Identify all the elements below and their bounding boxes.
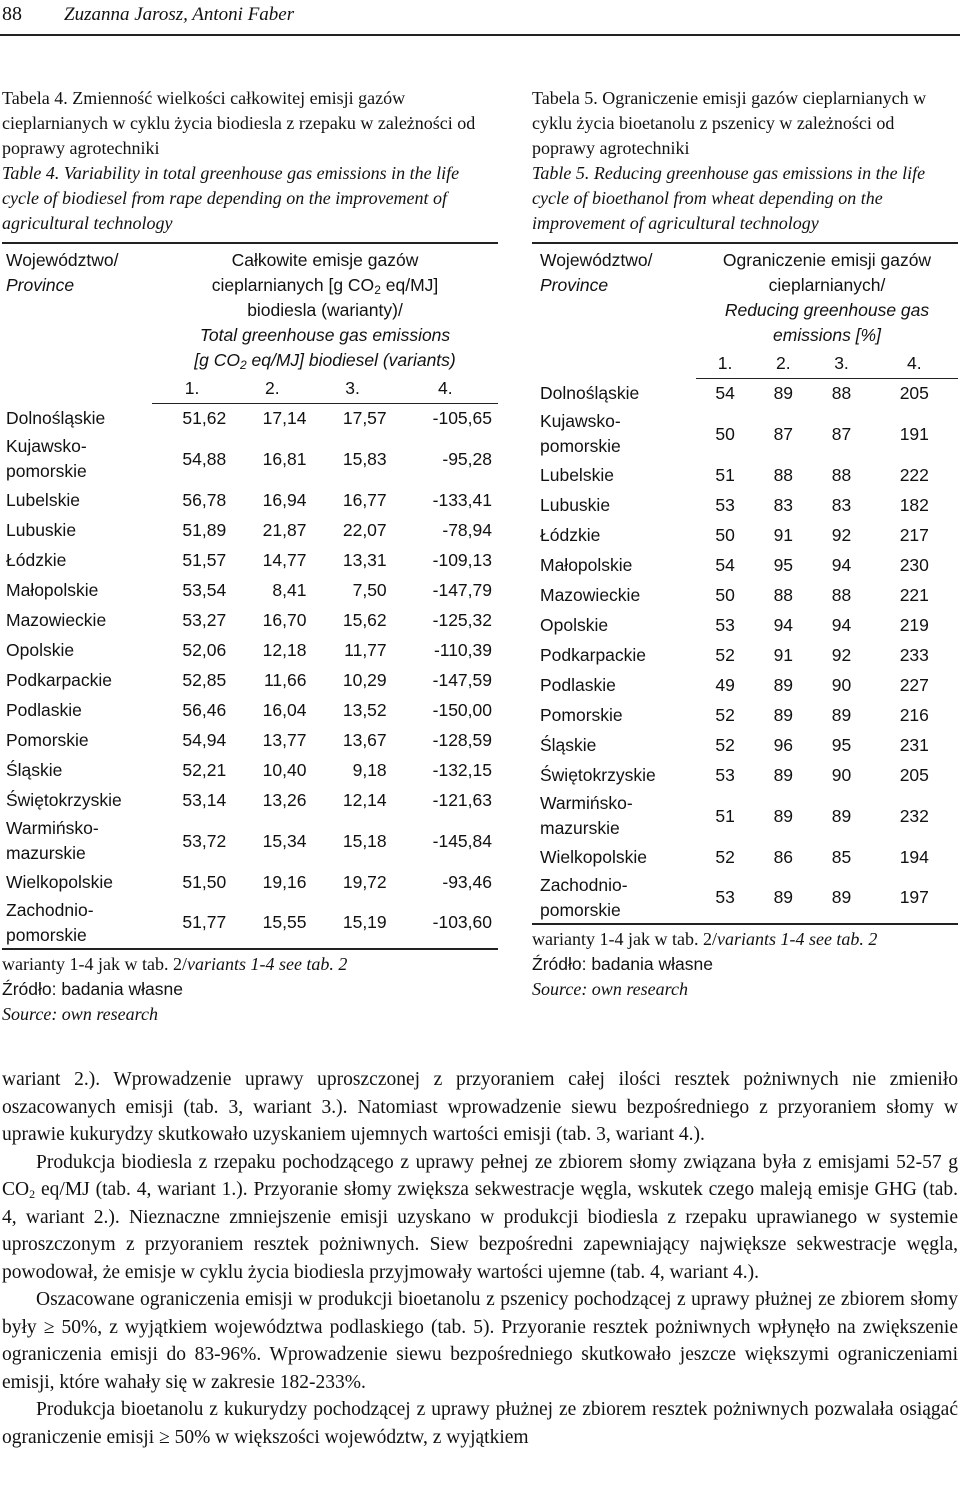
table4-body <box>2 403 498 949</box>
table4-value-cell: -121,63 <box>432 789 492 810</box>
table5-value-cell: 49 <box>715 674 735 695</box>
page-header <box>2 0 960 34</box>
table4-value-cell: -128,59 <box>432 729 492 750</box>
table4-province-cell: Śląskie <box>6 759 63 780</box>
table4-notes <box>2 952 500 1027</box>
table4-value-cell: 16,81 <box>262 448 307 469</box>
table4-province-cell: Podkarpackie <box>6 669 113 690</box>
table4-province-line: pomorskie <box>6 461 87 481</box>
table5-value-cell: 217 <box>899 524 929 545</box>
table5-value-cell: 205 <box>899 382 929 403</box>
table4-value-cell: 51,89 <box>182 519 227 540</box>
table4-header-province-pl: Województwo/ <box>6 250 119 270</box>
table4-row <box>2 665 498 695</box>
table4-value-cell: 52,06 <box>182 639 227 660</box>
table5-province-cell: Lubelskie <box>540 464 614 485</box>
table4-header-line: Całkowite emisje gazów <box>231 250 419 270</box>
table4-row <box>2 815 498 867</box>
table4-province-cell: Łódzkie <box>6 549 67 570</box>
table5-row <box>532 670 958 700</box>
table5-value-cell: 89 <box>773 805 794 826</box>
table4-value-cell: -110,39 <box>433 639 492 660</box>
table4-caption <box>2 86 500 236</box>
table4-row <box>2 725 498 755</box>
table5-row <box>532 550 958 580</box>
table5-value-cell: 91 <box>773 644 794 665</box>
table5-province-cell: Dolnośląskie <box>540 382 640 403</box>
table5-row <box>532 700 958 730</box>
table5-value-cell: 95 <box>773 554 794 575</box>
table4-header-sub: 2 <box>374 283 381 297</box>
table4-province-cell <box>2 815 152 867</box>
table4-value-cell: 19,72 <box>342 871 387 892</box>
table5-value-cell: 227 <box>899 674 929 695</box>
table4-province-cell <box>2 897 152 949</box>
table4-value-cell: 54,94 <box>182 729 227 750</box>
table5-variants-note <box>532 927 958 952</box>
table4-province-cell: Podlaskie <box>6 699 82 720</box>
table5-value-cell: 96 <box>773 734 794 755</box>
running-head-authors: Zuzanna Jarosz, Antoni Faber <box>64 4 295 25</box>
table4-row <box>2 545 498 575</box>
table4-row <box>2 695 498 725</box>
table5-value-cell: 88 <box>773 584 794 605</box>
table4-value-cell: 15,18 <box>342 830 387 851</box>
table4-value-cell: 56,46 <box>182 699 227 720</box>
table5-value-cell: 232 <box>899 805 929 826</box>
paragraph-2-text: eq/MJ (tab. 4, wariant 1.). Przyoranie słomy zwiększa sekwestracje węgla, wskutek czego maleją emisje GHG (tab. 4, wariant 2.). Nieznaczne zmniejszenie emisji uzyskano w produkcji biodiesla z rzepaku uprawianego w systemie uproszczonym z przyoraniem resztek pożniwnych. Siew bezpośredni zapewniający największe sekwestracje węgla, powodował, że emisje w cyklu życia biodiesla przyjmowały wartości ujemne (tab. 4, wariant 4.). <box>2 1179 958 1283</box>
table5-value-cell: 87 <box>773 423 794 444</box>
table4-value-cell: 16,70 <box>262 609 307 630</box>
table4-row <box>2 515 498 545</box>
table5-row <box>532 790 958 842</box>
table5-row <box>532 408 958 460</box>
table5-header-line: cieplarnianych/ <box>768 275 886 295</box>
table4-row <box>2 605 498 635</box>
table5-note-pl: warianty 1-4 jak w tab. 2/ <box>532 929 717 949</box>
table4-province-cell: Dolnośląskie <box>6 407 106 428</box>
table5-value-cell: 89 <box>773 674 794 695</box>
table4-value-cell: 15,55 <box>262 912 307 932</box>
table4 <box>2 242 498 950</box>
table4-value-cell: 53,54 <box>182 579 227 600</box>
table4-value-cell: 10,29 <box>342 669 387 690</box>
table4-header-line: biodiesla (warianty)/ <box>247 300 403 320</box>
paragraph-3: Oszacowane ograniczenia emisji w produkcji bioetanolu z pszenicy pochodzącej z uprawy płużnej ze zbiorem słomy były ≥ 50%, z wyjątkiem województwa podlaskiego (tab. 5). Przyoranie resztek pożniwnych wpłynęło na zwiększenie ograniczenia emisji do 83-96%. Wprowadzenie siewu bezpośredniego skutkowało jeszcze większymi ograniczeniami emisji, które wahały się w zakresie 182-233%. <box>2 1289 958 1393</box>
table5-value-cell: 87 <box>831 423 852 444</box>
table4-value-cell: 12,14 <box>342 789 387 810</box>
table5-value-cell: 88 <box>831 382 852 403</box>
page-number: 88 <box>2 3 22 25</box>
table5-province-cell: Wielkopolskie <box>540 846 647 867</box>
table5-value-cell: 50 <box>715 423 735 444</box>
table5-caption <box>532 86 958 236</box>
table5-province-line: pomorskie <box>540 436 621 456</box>
table4-value-cell: 10,40 <box>262 759 307 780</box>
table5-province-line: Zachodnio- <box>540 874 628 895</box>
table4-caption-en: Table 4. Variability in total greenhouse gas emissions in the life cycle of biodiesel from rape depending on the improvement of agricultural technology <box>2 163 460 233</box>
table5-province-cell: Małopolskie <box>540 554 633 575</box>
table5-value-cell: 94 <box>773 614 794 635</box>
table5-province-cell: Mazowieckie <box>540 584 641 605</box>
table5-value-cell: 89 <box>831 887 852 907</box>
table4-note-en: variants 1-4 see tab. 2 <box>186 954 348 974</box>
table4-value-cell: 12,18 <box>262 639 307 660</box>
table5-value-cell: 50 <box>715 584 735 605</box>
table4-row <box>2 867 498 897</box>
table5-value-cell: 94 <box>831 554 852 575</box>
table4-province-cell: Wielkopolskie <box>6 871 113 892</box>
table5-source-pl: Źródło: badania własne <box>532 954 713 974</box>
table4-value-cell: 7,50 <box>352 579 387 600</box>
table5-value-cell: 53 <box>715 614 735 635</box>
table4-province-cell: Pomorskie <box>6 729 89 750</box>
table5-value-cell: 54 <box>715 382 735 403</box>
table5-row <box>532 640 958 670</box>
table4-province-line: Warmińsko- <box>6 818 99 838</box>
table4-value-cell: 17,14 <box>262 407 307 428</box>
table5-row <box>532 872 958 924</box>
table4-value-cell: 11,77 <box>344 639 387 660</box>
table4-value-cell: 16,04 <box>262 699 307 720</box>
table4-value-cell: 56,78 <box>182 489 227 510</box>
table4-header-text: [g CO <box>194 350 240 370</box>
table4-header-line <box>152 348 498 373</box>
table5-row <box>532 520 958 550</box>
table4-value-cell: 13,26 <box>262 789 307 810</box>
table5-value-cell: 52 <box>715 846 735 867</box>
table5-header-line: emissions [%] <box>773 325 881 345</box>
table4-value-cell: -109,13 <box>432 549 492 570</box>
table4-row <box>2 575 498 605</box>
table5-value-cell: 230 <box>899 554 929 575</box>
table5-province-cell: Podkarpackie <box>540 644 647 665</box>
table5-value-cell: 216 <box>899 704 929 725</box>
table5-value-cell: 92 <box>831 644 852 665</box>
table4-variant-header: 3. <box>312 375 392 403</box>
table4-note-pl: warianty 1-4 jak w tab. 2/ <box>2 954 187 974</box>
table5-value-cell: 89 <box>773 382 794 403</box>
table4-value-cell: 22,07 <box>342 519 387 540</box>
table5-value-cell: 83 <box>773 494 794 515</box>
paragraph-1: wariant 2.). Wprowadzenie uprawy uproszczonej z przyoraniem całej ilości resztek pożniwnych nie zmieniło oszacowanych emisji (tab. 3, wariant 3.). Natomiast wprowadzenie siewu bezpośredniego z przyoraniem słomy w uprawie kukurydzy skutkowało uzyskaniem ujemnych wartości emisji (tab. 3, wariant 4.). <box>2 1069 958 1145</box>
table5-value-cell: 221 <box>899 584 929 605</box>
table5-province-cell: Śląskie <box>540 734 597 755</box>
table4-value-cell: 9,18 <box>352 759 387 780</box>
table4-value-cell: -105,65 <box>432 407 492 428</box>
table4-value-cell: -133,41 <box>432 489 492 510</box>
table4-row <box>2 485 498 515</box>
table5-value-cell: 90 <box>831 764 852 785</box>
table4-value-cell: -93,46 <box>442 871 492 892</box>
table5-value-cell: 88 <box>831 464 852 485</box>
table4-value-cell: 13,77 <box>262 729 307 750</box>
table5-value-cell: 91 <box>773 524 794 545</box>
table5-value-cell: 95 <box>831 734 852 755</box>
table5-value-cell: 89 <box>831 704 852 725</box>
table5-province-cell: Łódzkie <box>540 524 601 545</box>
table4-value-cell: 15,83 <box>342 448 387 469</box>
table4-value-cell: 21,87 <box>262 519 307 540</box>
table4-variant-header: 1. <box>152 375 232 403</box>
table4-value-cell: 13,52 <box>342 699 387 720</box>
table5-row <box>532 760 958 790</box>
table4-header-line <box>152 273 498 298</box>
table4-value-cell: 16,77 <box>342 489 387 510</box>
table4-variant-header: 4. <box>393 375 498 403</box>
table4-province-line: mazurskie <box>6 843 86 863</box>
table4-value-cell: 53,14 <box>182 789 227 810</box>
table4-province-line: Zachodnio- <box>6 899 94 920</box>
table5-value-cell: 89 <box>773 764 794 785</box>
table4-value-cell: 15,62 <box>342 609 387 630</box>
table5-value-cell: 88 <box>773 464 794 485</box>
table4-caption-pl: Tabela 4. Zmienność wielkości całkowitej emisji gazów cieplarnianych w cyklu życia biodiesla z rzepaku w zależności od poprawy agrotechniki <box>2 88 476 158</box>
table4-value-cell: 51,77 <box>182 912 227 932</box>
table4-province-cell <box>2 433 152 485</box>
table4-province-cell: Świętokrzyskie <box>6 789 122 810</box>
table4-value-cell: 53,72 <box>182 830 227 851</box>
table4-value-cell: -145,84 <box>432 830 492 851</box>
table4-value-cell: 16,94 <box>262 489 307 510</box>
table5-value-cell: 233 <box>899 644 929 665</box>
table5-province-cell: Opolskie <box>540 614 609 635</box>
table5-province-line: Kujawsko- <box>540 411 621 431</box>
table4-header-text: cieplarnianych [g CO <box>211 275 375 295</box>
table5-block <box>532 86 958 1002</box>
table4-row <box>2 755 498 785</box>
table5-variant-header: 2. <box>754 350 812 378</box>
table4-value-cell: 15,34 <box>262 830 307 851</box>
table4-value-cell: 14,77 <box>262 549 307 570</box>
paragraph-2-sub: 2 <box>29 1187 36 1201</box>
table4-source-pl: Źródło: badania własne <box>2 979 183 999</box>
table4-value-cell: 19,16 <box>262 871 307 892</box>
table4-block <box>2 86 500 1027</box>
table4-value-cell: -78,94 <box>442 519 492 540</box>
table5-province-cell <box>532 408 696 460</box>
table4-province-cell: Opolskie <box>6 639 75 660</box>
table4-variants-note <box>2 952 500 977</box>
table4-value-cell: -132,15 <box>432 759 492 780</box>
table5-province-cell: Pomorskie <box>540 704 623 725</box>
table4-value-cell: 8,41 <box>272 579 307 600</box>
table5-province-line: Warmińsko- <box>540 793 633 813</box>
table4-value-cell: 51,62 <box>182 407 227 428</box>
table5-value-cell: 194 <box>899 846 929 867</box>
table5-row <box>532 610 958 640</box>
table5-province-line: pomorskie <box>540 899 621 920</box>
table5-header-line: Ograniczenie emisji gazów <box>722 250 932 270</box>
table5-value-cell: 89 <box>831 805 852 826</box>
table4-province-cell: Mazowieckie <box>6 609 107 630</box>
table5-value-cell: 54 <box>715 554 735 575</box>
table4-value-cell: 51,50 <box>182 871 227 892</box>
table4-province-line: Kujawsko- <box>6 436 87 456</box>
body-text <box>2 1066 958 1451</box>
table4-value-cell: -125,32 <box>432 609 492 630</box>
table4-row <box>2 897 498 949</box>
table4-value-cell: -147,79 <box>432 579 492 600</box>
table5-header-province-en: Province <box>540 275 609 295</box>
table5-value-cell: 182 <box>899 494 929 515</box>
table5-value-cell: 222 <box>899 464 929 485</box>
table5-value-cell: 52 <box>715 704 735 725</box>
table5-caption-en: Table 5. Reducing greenhouse gas emissions in the life cycle of bioethanol from wheat depending on the improvement of agricultural technology <box>532 163 926 233</box>
table5-row <box>532 378 958 408</box>
table5-value-cell: 53 <box>715 764 735 785</box>
table5-value-cell: 205 <box>899 764 929 785</box>
table4-value-cell: 17,57 <box>342 407 387 428</box>
table5-province-cell <box>532 872 696 924</box>
table5-variant-header: 3. <box>812 350 870 378</box>
table5-province-cell: Świętokrzyskie <box>540 764 656 785</box>
table5-value-cell: 52 <box>715 734 735 755</box>
table5-value-cell: 90 <box>831 674 852 695</box>
table4-header-text: eq/MJ] <box>380 275 439 295</box>
table5-notes <box>532 927 958 1002</box>
table5-row <box>532 580 958 610</box>
table4-value-cell: -103,60 <box>432 912 492 932</box>
table4-header-province-en: Province <box>6 275 75 295</box>
table5-value-cell: 51 <box>715 464 735 485</box>
table4-value-cell: 15,19 <box>342 912 387 932</box>
table5-value-cell: 89 <box>773 704 794 725</box>
table4-value-cell: 53,27 <box>182 609 227 630</box>
table5-value-cell: 197 <box>899 887 929 907</box>
table5-value-cell: 83 <box>831 494 852 515</box>
table4-value-cell: 51,57 <box>182 549 227 570</box>
table4-row <box>2 403 498 433</box>
paragraph-4: Produkcja bioetanolu z kukurydzy pochodzącej z uprawy płużnej ze zbiorem resztek pożniwnych pozwalała osiągać ograniczenie emisji ≥ 50% w większości województw, z wyjątkiem <box>2 1399 958 1448</box>
table5-value-cell: 219 <box>899 614 929 635</box>
table5-value-cell: 231 <box>899 734 929 755</box>
table5-header-province <box>532 243 696 378</box>
header-rule <box>0 34 960 36</box>
table4-value-cell: 54,88 <box>182 448 227 469</box>
table4-row <box>2 433 498 485</box>
table5-note-en: variants 1-4 see tab. 2 <box>716 929 878 949</box>
table5-province-cell: Podlaskie <box>540 674 616 695</box>
table5-value-cell: 191 <box>899 423 929 444</box>
table5-source-en: Source: own research <box>532 979 688 999</box>
table5-value-cell: 53 <box>715 887 735 907</box>
table5-header-main <box>696 243 958 350</box>
table5-header-line: Reducing greenhouse gas <box>724 300 930 320</box>
table4-province-cell: Lubelskie <box>6 489 80 510</box>
table5-value-cell: 50 <box>715 524 735 545</box>
table5-row <box>532 490 958 520</box>
table5-value-cell: 94 <box>831 614 852 635</box>
table5-value-cell: 89 <box>773 887 794 907</box>
table4-value-cell: -150,00 <box>432 699 492 720</box>
table5 <box>532 242 958 925</box>
table4-value-cell: 52,21 <box>182 759 227 780</box>
table5-province-cell: Lubuskie <box>540 494 611 515</box>
table4-value-cell: -147,59 <box>432 669 492 690</box>
table4-row <box>2 635 498 665</box>
paragraph-2-text: Produkcja biodiesla z rzepaku pochodzącego z uprawy pełnej ze zbiorem słomy związana była z emisjami 52-57 g CO <box>2 1151 958 1200</box>
table4-variant-header: 2. <box>232 375 312 403</box>
table5-value-cell: 51 <box>715 805 735 826</box>
table5-value-cell: 52 <box>715 644 735 665</box>
table4-header-province <box>2 243 152 403</box>
table5-row <box>532 460 958 490</box>
table5-value-cell: 85 <box>831 846 852 867</box>
table5-row <box>532 730 958 760</box>
table4-header-main <box>152 243 498 375</box>
table5-variant-header: 4. <box>871 350 958 378</box>
table5-value-cell: 92 <box>831 524 852 545</box>
table4-province-cell: Lubuskie <box>6 519 77 540</box>
table4-source-en: Source: own research <box>2 1004 158 1024</box>
table5-body <box>532 378 958 924</box>
table4-value-cell: 13,31 <box>342 549 387 570</box>
table5-province-line: mazurskie <box>540 818 620 838</box>
table5-province-cell <box>532 790 696 842</box>
table4-province-cell: Małopolskie <box>6 579 99 600</box>
table5-header-province-pl: Województwo/ <box>540 250 653 270</box>
table4-value-cell: 11,66 <box>263 669 307 690</box>
table5-value-cell: 86 <box>773 846 794 867</box>
table4-row <box>2 785 498 815</box>
table4-value-cell: 52,85 <box>182 669 227 690</box>
paragraph-2 <box>2 1149 958 1287</box>
table5-row <box>532 842 958 872</box>
table4-province-line: pomorskie <box>6 924 87 945</box>
table5-caption-pl: Tabela 5. Ograniczenie emisji gazów cieplarnianych w cyklu życia bioetanolu z pszenicy w zależności od poprawy agrotechniki <box>532 88 927 158</box>
table4-header-sub: 2 <box>239 358 247 372</box>
table5-value-cell: 88 <box>831 584 852 605</box>
table5-variant-header: 1. <box>696 350 754 378</box>
table4-header-line: Total greenhouse gas emissions <box>199 325 451 345</box>
table4-value-cell: -95,28 <box>442 448 492 469</box>
table4-header-text: eq/MJ] biodiesel (variants) <box>246 350 456 370</box>
table5-value-cell: 53 <box>715 494 735 515</box>
table4-value-cell: 13,67 <box>342 729 387 750</box>
